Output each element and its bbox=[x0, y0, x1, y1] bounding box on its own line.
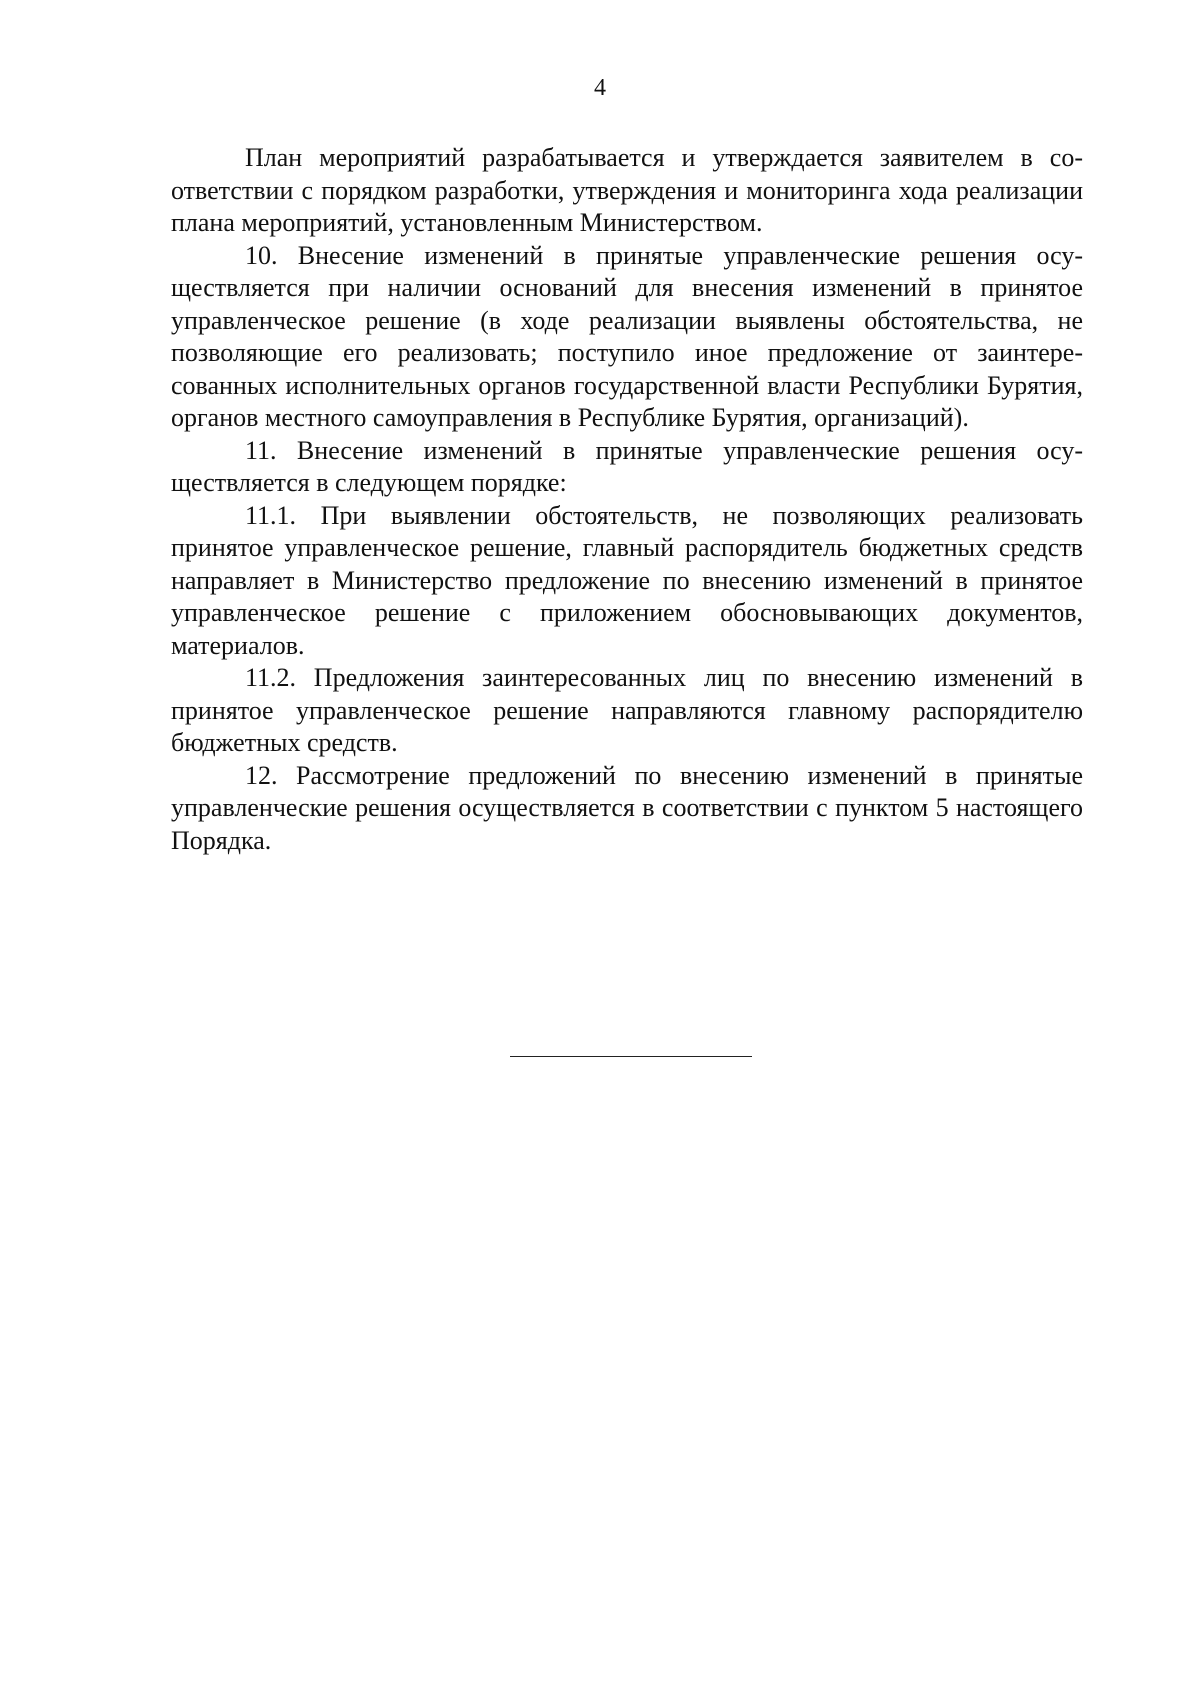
document-body bbox=[171, 142, 1083, 857]
paragraph-action-plan: План мероприятий разрабатывается и утверждается заявителем в соответствии с порядком разработки, утверждения и мониторинга хода реализации плана мероприятий, установленным Министерством. bbox=[171, 143, 1083, 237]
paragraph-12: 12. Рассмотрение предложений по внесению изменений в принятые управленческие решения осуществляется в соответствии с пунктом 5 настоящего Порядка. bbox=[171, 760, 1083, 855]
page-number: 4 bbox=[594, 75, 606, 101]
paragraph-11: 11. Внесение изменений в принятые управленческие решения осуществляется в следующем порядке: bbox=[171, 435, 1083, 497]
paragraph-11-2: 11.2. Предложения заинтересованных лиц по внесению изменений в принятое управленческое решение направляются главному распорядителю бюджетных средств. bbox=[171, 663, 1083, 757]
paragraph-11-1: 11.1. При выявлении обстоятельств, не позволяющих реализовать принятое управленческое решение, главный распорядитель бюджетных средств направляет в Министерство предложение по внесению изменений в принятое управленческое решение с приложением обосновывающих документов, материалов. bbox=[171, 500, 1083, 660]
end-divider-line bbox=[510, 1056, 752, 1057]
paragraph-10: 10. Внесение изменений в принятые управленческие решения осуществляется при наличии оснований для внесения изменений в принятое управленческое решение (в ходе реализации выявлены обстоятельства, не позволяющие его реализовать; поступило иное предложение от заинтересованных исполнительных органов государственной власти Республики Бурятия, органов местного самоуправления в Республике Бурятия, организаций). bbox=[171, 240, 1083, 432]
